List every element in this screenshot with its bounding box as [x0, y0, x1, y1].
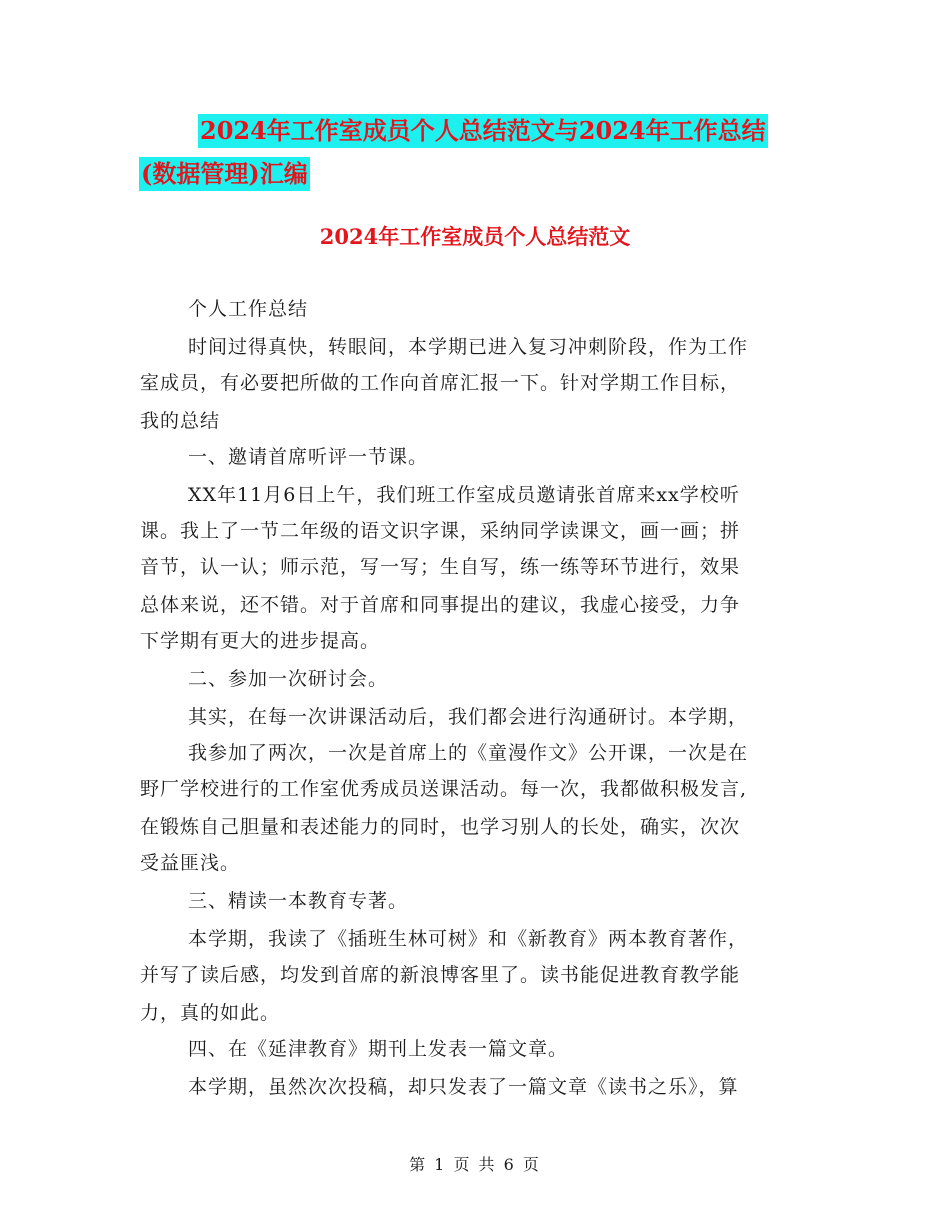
- paragraph-line: XX年11月6日上午，我们班工作室成员邀请张首席来xx学校听: [188, 484, 740, 506]
- paragraph-line: 下学期有更大的进步提高。: [140, 630, 381, 652]
- paragraph-line: 并写了读后感，均发到首席的新浪博客里了。读书能促进教育教学能: [140, 964, 741, 986]
- paragraph-line: 三、精读一本教育专著。: [188, 890, 409, 912]
- paragraph-line: 音节，认一认；师示范，写一写；生自写，练一练等环节进行，效果: [140, 556, 741, 578]
- paragraph-line: 其实，在每一次讲课活动后，我们都会进行沟通研讨。本学期，: [188, 706, 749, 728]
- paragraph-line: 本学期，我读了《插班生林可树》和《新教育》两本教育著作，: [188, 928, 749, 950]
- paragraph-line: 在锻炼自己胆量和表述能力的同时，也学习别人的长处，确实，次次: [140, 816, 741, 838]
- page-number: 第 1 页 共 6 页: [409, 1155, 541, 1174]
- paragraph-line: 课。我上了一节二年级的语文识字课，采纳同学读课文，画一画；拼: [140, 520, 741, 542]
- paragraph-line: 我参加了两次，一次是首席上的《童漫作文》公开课，一次是在: [188, 742, 749, 764]
- paragraph-line: 野厂学校进行的工作室优秀成员送课活动。每一次，我都做积极发言,: [140, 778, 748, 800]
- document-title-line-1: 2024年工作室成员个人总结范文与2024年工作总结: [198, 114, 768, 148]
- paragraph-line: 四、在《延津教育》期刊上发表一篇文章。: [188, 1038, 569, 1060]
- paragraph-line: 二、参加一次研讨会。: [188, 668, 389, 690]
- paragraph-line: 本学期，虽然次次投稿，却只发表了一篇文章《读书之乐》，算: [188, 1076, 739, 1098]
- paragraph-line: 室成员，有必要把所做的工作向首席汇报一下。针对学期工作目标，: [140, 372, 741, 394]
- paragraph-line: 总体来说，还不错。对于首席和同事提出的建议，我虚心接受，力争: [140, 594, 741, 616]
- paragraph-line: 一、邀请首席听评一节课。: [188, 446, 429, 468]
- paragraph-line: 我的总结: [140, 410, 221, 432]
- section-title: 2024年工作室成员个人总结范文: [319, 224, 631, 249]
- paragraph-line: 个人工作总结: [188, 298, 309, 320]
- paragraph-line: 时间过得真快，转眼间，本学期已进入复习冲刺阶段，作为工作: [188, 336, 749, 358]
- document-title-line-2: (数据管理)汇编: [139, 157, 310, 191]
- paragraph-line: 力，真的如此。: [140, 1002, 281, 1024]
- paragraph-line: 受益匪浅。: [140, 852, 241, 874]
